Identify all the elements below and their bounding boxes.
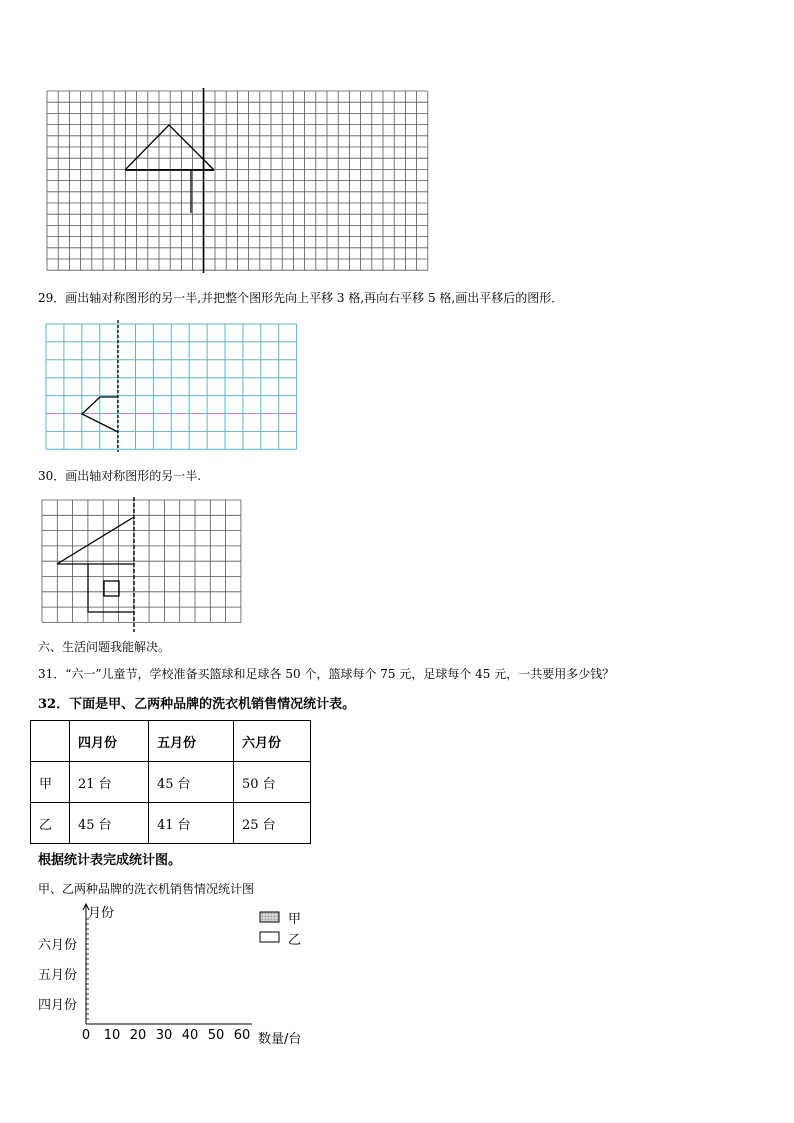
table-row-label: 乙 [31,803,70,844]
legend-swatch-yi [260,932,279,942]
x-tick-label: 0 [81,1028,91,1043]
table-header-cell: 四月份 [70,721,149,762]
table-cell: 45 台 [70,803,149,844]
legend-label-jia: 甲 [288,912,302,927]
chart-title: 甲、乙两种品牌的洗衣机销售情况统计图 [38,882,255,896]
chart-instruction: 根据统计表完成统计图。 [38,853,182,868]
table-header-cell: 六月份 [234,721,311,762]
legend-label-yi: 乙 [288,933,302,948]
x-axis-label: 数量/台 [258,1032,302,1047]
x-tick-label: 60 [233,1028,251,1043]
section-6-heading: 六、生活问题我能解决。 [38,640,171,654]
question-32-text: 32．下面是甲、乙两种品牌的洗衣机销售情况统计表。 [38,697,356,712]
legend-swatch-jia [260,912,279,922]
table-cell: 25 台 [234,803,311,844]
x-tick-label: 50 [207,1028,225,1043]
x-tick-label: 10 [103,1028,121,1043]
question-31-text: 31．“六一”儿童节，学校准备买篮球和足球各 50 个，篮球每个 75 元，足球每个 45 元，一共要用多少钱？ [38,667,615,681]
category-label: 六月份 [38,938,78,953]
table-cell: 45 台 [149,762,234,803]
table-cell: 21 台 [70,762,149,803]
table-cell: 41 台 [149,803,234,844]
category-label: 四月份 [38,998,78,1013]
question-30-text: 30．画出轴对称图形的另一半. [38,469,202,483]
x-tick-label: 20 [129,1028,147,1043]
y-axis-label: 月份 [88,906,115,921]
x-tick-label: 30 [155,1028,173,1043]
table-cell: 50 台 [234,762,311,803]
question-29-text: 29．画出轴对称图形的另一半,并把整个图形先向上平移 3 格,再向右平移 5 格,画出平移后的图形． [38,291,564,305]
table-row-label: 甲 [31,762,70,803]
category-label: 五月份 [38,968,78,983]
x-tick-label: 40 [181,1028,199,1043]
table-header-cell: 五月份 [149,721,234,762]
